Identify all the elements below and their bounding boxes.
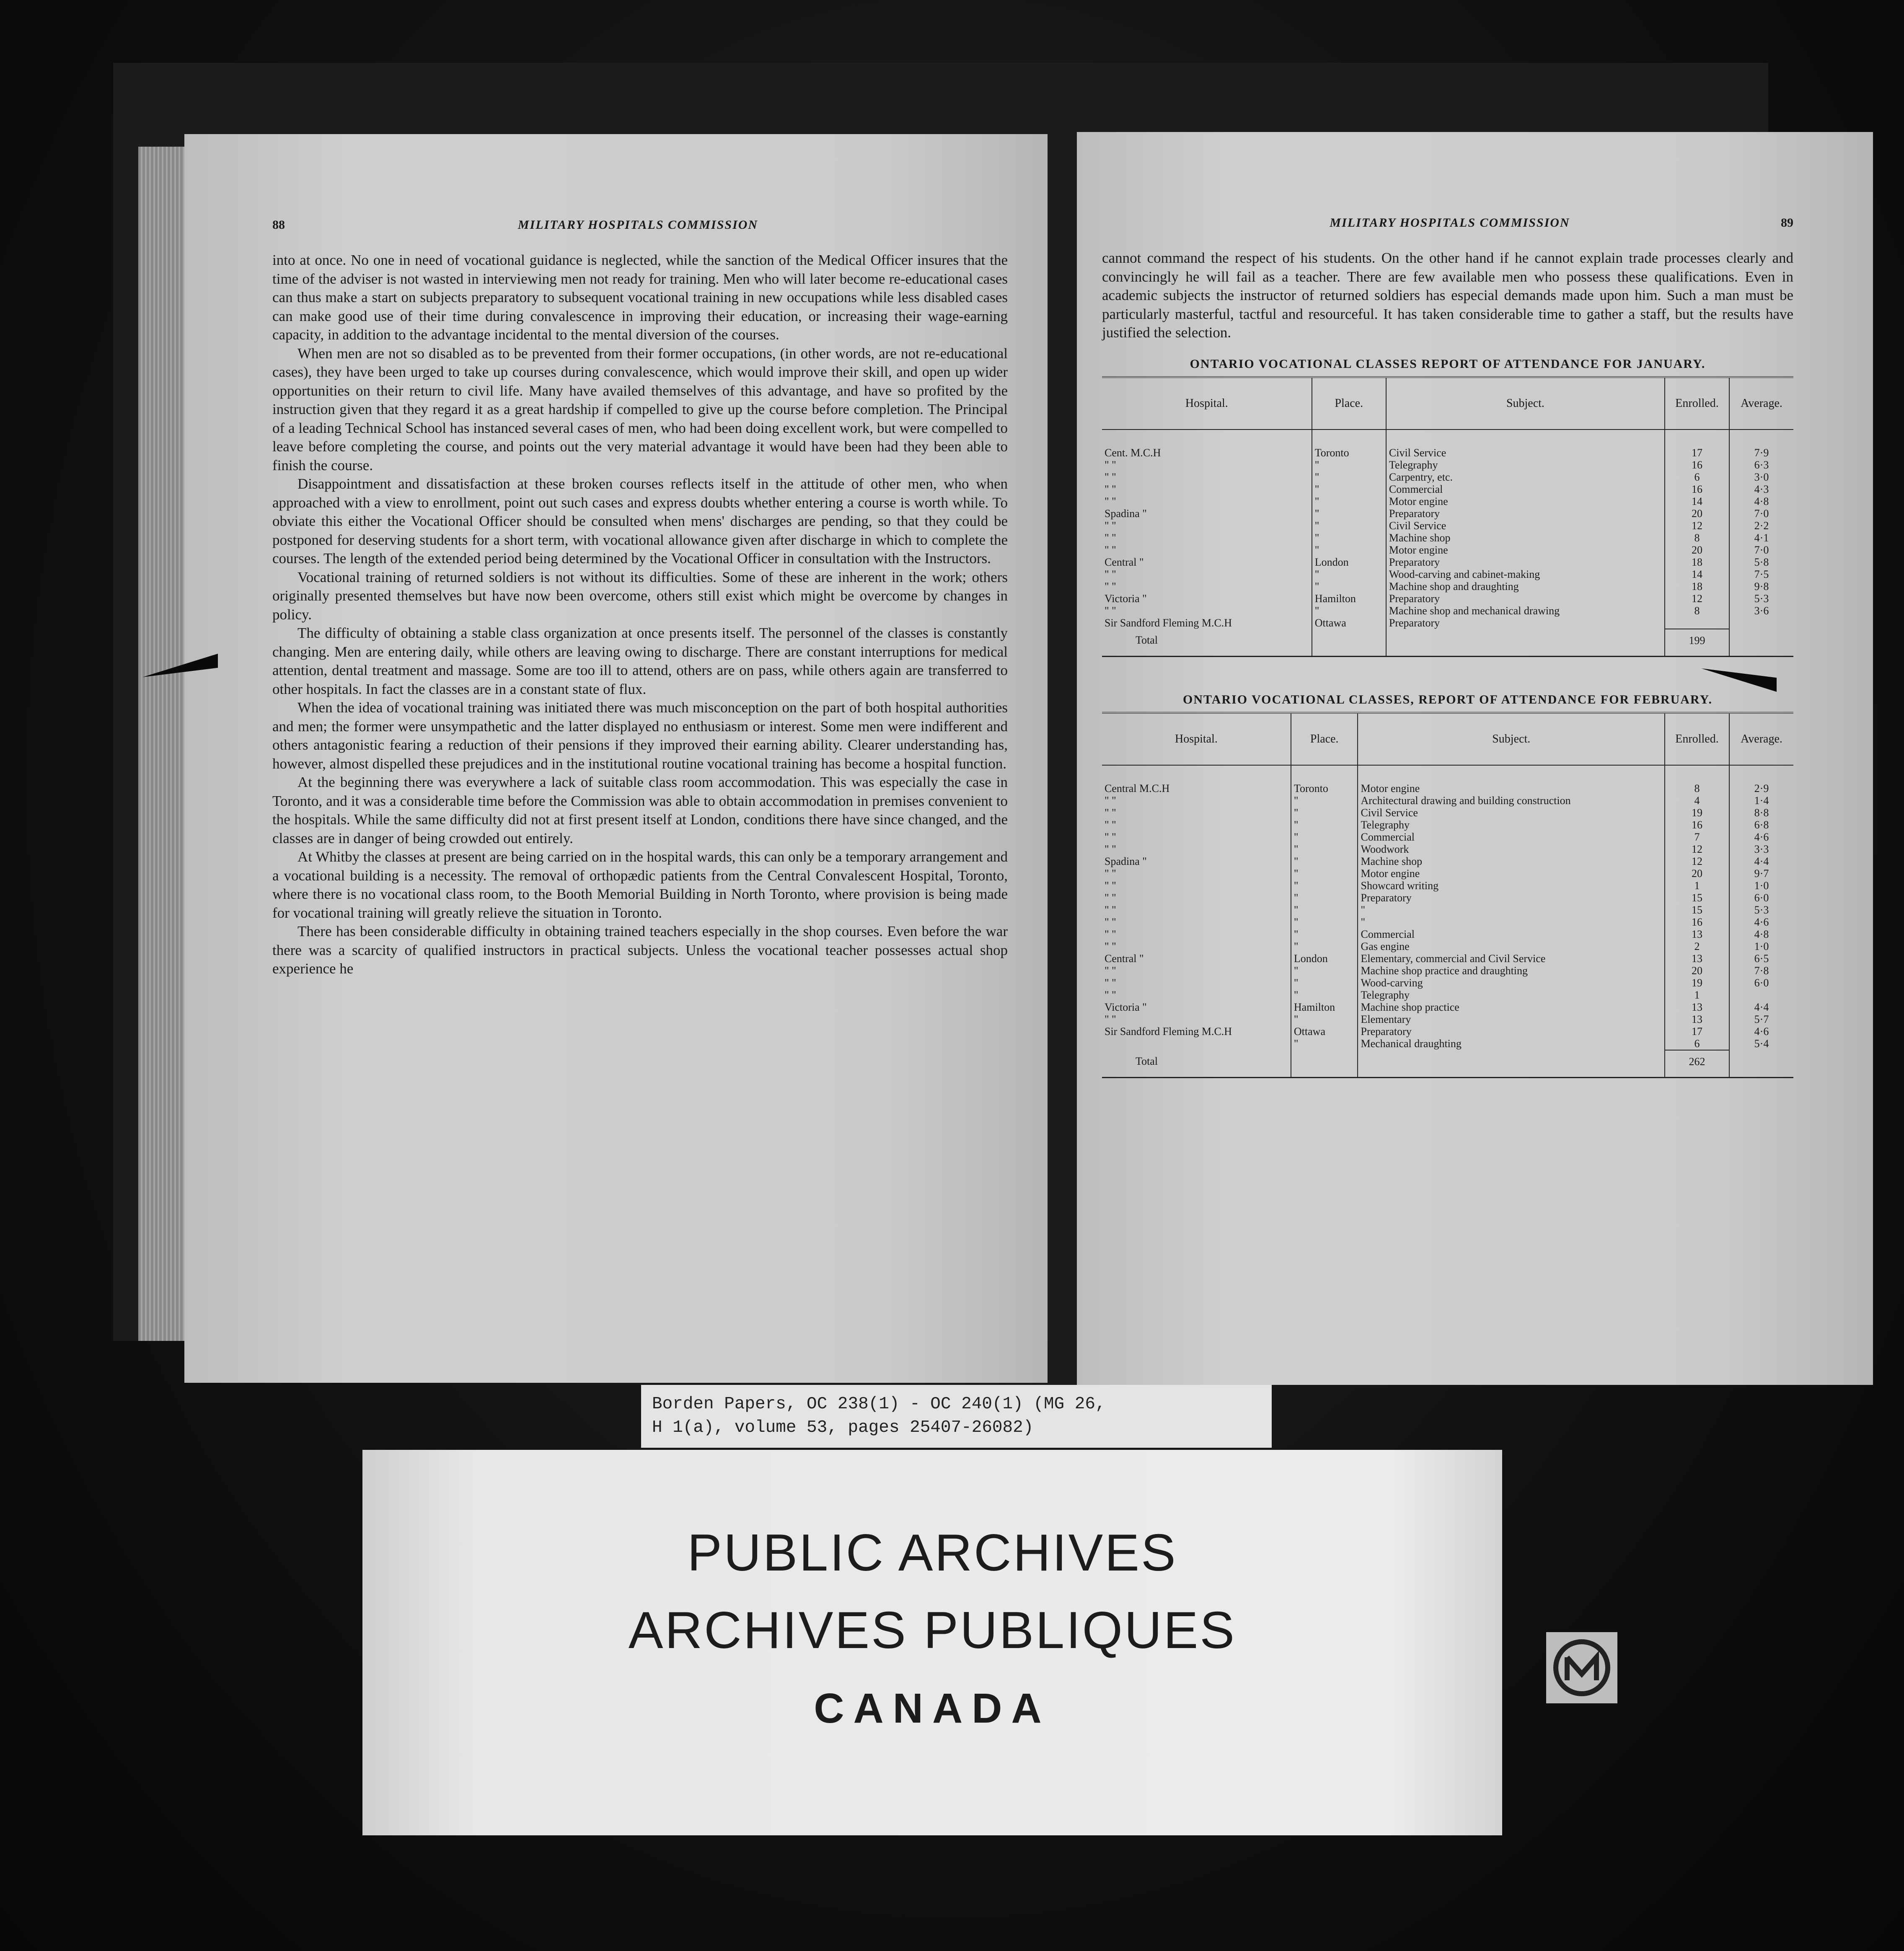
table-row	[1102, 892, 1793, 904]
cell-hospital: " "	[1105, 580, 1116, 593]
total-place	[1291, 1050, 1358, 1078]
table-header-row	[1102, 713, 1793, 765]
paragraph: cannot command the respect of his students. On the other hand if he cannot explain trade processes clearly and convincingly he will fail as a teacher. There are few available men who possess these qualifications. Even in academic subjects the instructor of returned soldiers has especial demands made upon him. Such a man must be particularly masterful, tactful and resourceful. It has taken considerable time to gather a staff, but the results have justified the selection.	[1102, 250, 1793, 341]
cell-average: 6·8	[1729, 819, 1793, 831]
cell-hospital: " "	[1105, 831, 1116, 843]
cell-hospital: " "	[1105, 794, 1116, 807]
cell-enrolled: 2	[1665, 940, 1729, 952]
cell-place: "	[1312, 568, 1386, 580]
cell-enrolled: 8	[1665, 532, 1729, 544]
cell-place: Ottawa	[1291, 1025, 1358, 1038]
table-row	[1102, 977, 1793, 989]
table-total-row	[1102, 629, 1793, 657]
table-row	[1102, 765, 1793, 794]
table-header-row	[1102, 377, 1793, 430]
cell-average: 3·3	[1729, 843, 1793, 855]
cell-average: 4·6	[1729, 831, 1793, 843]
cell-hospital: " "	[1105, 843, 1116, 855]
cell-hospital: " "	[1105, 976, 1116, 989]
cell-place: "	[1291, 880, 1358, 892]
cell-average: 8·8	[1729, 807, 1793, 819]
cell-place: Hamilton	[1291, 1001, 1358, 1013]
table-row	[1102, 855, 1793, 867]
table-row	[1102, 430, 1793, 459]
page-edges-left	[138, 147, 184, 1341]
microfilm-logo-icon	[1546, 1632, 1617, 1703]
cell-place: "	[1291, 892, 1358, 904]
cell-average: 4·4	[1729, 855, 1793, 867]
cell-subject: Preparatory	[1358, 1025, 1665, 1038]
cell-enrolled: 12	[1665, 520, 1729, 532]
cell-place: "	[1291, 989, 1358, 1001]
cell-enrolled: 16	[1665, 916, 1729, 928]
cell-subject: Motor engine	[1386, 544, 1665, 556]
cell-average: 5·4	[1729, 1038, 1793, 1050]
cell-hospital: " "	[1105, 903, 1116, 916]
cell-subject: Motor engine	[1358, 867, 1665, 880]
cell-enrolled: 7	[1665, 831, 1729, 843]
column-header: Place.	[1312, 377, 1386, 430]
cell-average: 7·9	[1729, 430, 1793, 459]
table-row	[1102, 952, 1793, 965]
cell-place: Hamilton	[1312, 593, 1386, 605]
column-header: Subject.	[1386, 377, 1665, 430]
archive-reference-label	[641, 1385, 1272, 1448]
archive-reference-line: H 1(a), volume 53, pages 25407-26082)	[652, 1418, 1034, 1437]
cell-enrolled: 12	[1665, 855, 1729, 867]
table-row	[1102, 471, 1793, 483]
table-row	[1102, 880, 1793, 892]
cell-enrolled: 19	[1665, 977, 1729, 989]
cell-hospital: " "	[1105, 964, 1116, 977]
cell-subject: Machine shop	[1358, 855, 1665, 867]
cell-subject: Machine shop practice and draughting	[1358, 965, 1665, 977]
cell-subject: Preparatory	[1386, 507, 1665, 520]
running-head-title: MILITARY HOSPITALS COMMISSION	[517, 218, 758, 232]
cell-enrolled: 14	[1665, 495, 1729, 507]
paragraph: There has been considerable difficulty in obtaining trained teachers especially in the shop courses. Even before the war there was a scarcity of qualified instructors in practical subjects. Unless the vocational teacher possesses actual shop experience he	[272, 923, 1008, 977]
total-subject	[1386, 629, 1665, 657]
table-caption-february: ONTARIO VOCATIONAL CLASSES, REPORT OF ATTENDANCE FOR FEBRUARY.	[1183, 692, 1713, 706]
table-row	[1102, 965, 1793, 977]
cell-enrolled: 19	[1665, 807, 1729, 819]
cell-place: "	[1312, 495, 1386, 507]
archives-title-english: PUBLIC ARCHIVES	[687, 1524, 1177, 1582]
cell-subject: Preparatory	[1386, 556, 1665, 568]
cell-average: 7·8	[1729, 965, 1793, 977]
cell-subject: Motor engine	[1386, 495, 1665, 507]
cell-enrolled: 13	[1665, 928, 1729, 940]
archives-card	[362, 1450, 1502, 1835]
running-head	[272, 218, 1008, 232]
cell-place: "	[1291, 916, 1358, 928]
table-row	[1102, 580, 1793, 593]
cell-place: "	[1312, 520, 1386, 532]
table-row	[1102, 867, 1793, 880]
cell-subject: Carpentry, etc.	[1386, 471, 1665, 483]
cell-hospital: Spadina "	[1105, 855, 1147, 867]
table-row	[1102, 794, 1793, 807]
cell-subject: "	[1358, 904, 1665, 916]
cell-place: "	[1312, 580, 1386, 593]
cell-place: "	[1291, 843, 1358, 855]
cell-average: 4·8	[1729, 495, 1793, 507]
cell-subject: Telegraphy	[1358, 819, 1665, 831]
table-row	[1102, 916, 1793, 928]
cell-enrolled: 15	[1665, 892, 1729, 904]
page-number: 89	[1781, 216, 1793, 230]
cell-average: 5·7	[1729, 1013, 1793, 1025]
cell-average: 4·6	[1729, 916, 1793, 928]
cell-hospital: Spadina "	[1105, 507, 1147, 520]
cell-enrolled: 20	[1665, 965, 1729, 977]
cell-place: London	[1291, 952, 1358, 965]
cell-hospital: Victoria "	[1105, 1001, 1147, 1013]
cell-place: "	[1291, 1013, 1358, 1025]
cell-place: "	[1291, 940, 1358, 952]
cell-hospital: " "	[1105, 495, 1116, 507]
table-row	[1102, 807, 1793, 819]
cell-enrolled: 16	[1665, 819, 1729, 831]
cell-enrolled: 13	[1665, 1001, 1729, 1013]
cell-hospital	[1102, 1038, 1291, 1050]
right-page	[1077, 132, 1873, 1385]
cell-enrolled: 6	[1665, 1038, 1729, 1050]
cell-place: Toronto	[1312, 430, 1386, 459]
total-subject	[1358, 1050, 1665, 1078]
table-row	[1102, 544, 1793, 556]
cell-hospital: Cent. M.C.H	[1105, 446, 1161, 459]
cell-subject: Gas engine	[1358, 940, 1665, 952]
cell-enrolled: 15	[1665, 904, 1729, 916]
paragraph: When men are not so disabled as to be prevented from their former occupations, (in other words, are not re-educational cases), they have been urged to take up courses during convalescence, which would improve their skill, and open up wider opportunities on their return to civil life. Many have availed themselves of this advantage, and have so profited by the instruction given that they regard it as a great hardship if compelled to give up the course before completion. The Principal of a leading Technical School has instanced several cases of men, who had been doing excellent work, but were compelled to leave before completing the course, and points out the very material advantage it would have been had they been able to finish the course.	[272, 345, 1008, 474]
cell-place: "	[1291, 928, 1358, 940]
cell-average: 3·6	[1729, 605, 1793, 617]
column-header: Subject.	[1358, 713, 1665, 765]
cell-hospital: " "	[1105, 519, 1116, 532]
cell-average: 6·0	[1729, 977, 1793, 989]
cell-subject: Motor engine	[1358, 765, 1665, 794]
page-number: 88	[272, 218, 285, 232]
table-row	[1102, 1001, 1793, 1013]
cell-place: "	[1291, 1038, 1358, 1050]
cell-hospital: " "	[1105, 471, 1116, 483]
cell-place: "	[1291, 867, 1358, 880]
cell-average: 6·5	[1729, 952, 1793, 965]
cell-subject: Architectural drawing and building construction	[1358, 794, 1665, 807]
cell-enrolled: 1	[1665, 880, 1729, 892]
cell-enrolled: 16	[1665, 483, 1729, 495]
cell-place: "	[1291, 819, 1358, 831]
cell-hospital: " "	[1105, 867, 1116, 880]
cell-place: "	[1312, 459, 1386, 471]
body-text	[272, 251, 1008, 978]
total-label: Total	[1136, 634, 1158, 646]
column-header: Hospital.	[1102, 713, 1291, 765]
cell-place: Toronto	[1291, 765, 1358, 794]
archives-country: CANADA	[814, 1685, 1051, 1732]
table-caption-january: ONTARIO VOCATIONAL CLASSES REPORT OF ATTENDANCE FOR JANUARY.	[1190, 357, 1706, 371]
table-row	[1102, 593, 1793, 605]
cell-average: 4·3	[1729, 483, 1793, 495]
total-place	[1312, 629, 1386, 657]
cell-hospital: " "	[1105, 543, 1116, 556]
cell-place: "	[1312, 507, 1386, 520]
cell-place: "	[1291, 977, 1358, 989]
cell-place: "	[1291, 794, 1358, 807]
cell-hospital: " "	[1105, 940, 1116, 952]
attendance-table-january	[1102, 376, 1793, 657]
cell-average: 3·0	[1729, 471, 1793, 483]
cell-subject: Telegraphy	[1386, 459, 1665, 471]
table-row	[1102, 1038, 1793, 1050]
cell-hospital: " "	[1105, 806, 1116, 819]
cell-place: London	[1312, 556, 1386, 568]
cell-average: 9·7	[1729, 867, 1793, 880]
paragraph: Vocational training of returned soldiers is not without its difficulties. Some of these are inherent in the work; others originally presented themselves but have now been overcome, others still exist which might be overcome by changes in policy.	[272, 569, 1008, 623]
table-row	[1102, 495, 1793, 507]
cell-hospital: Victoria "	[1105, 592, 1147, 605]
table-row	[1102, 989, 1793, 1001]
cell-enrolled: 12	[1665, 593, 1729, 605]
table-row	[1102, 532, 1793, 544]
cell-hospital: " "	[1105, 458, 1116, 471]
cell-subject: Mechanical draughting	[1358, 1038, 1665, 1050]
running-head-title: MILITARY HOSPITALS COMMISSION	[1330, 216, 1570, 230]
cell-subject: Telegraphy	[1358, 989, 1665, 1001]
cell-subject: "	[1358, 916, 1665, 928]
table-row	[1102, 617, 1793, 629]
cell-enrolled: 13	[1665, 1013, 1729, 1025]
cell-subject: Civil Service	[1386, 520, 1665, 532]
cell-enrolled	[1665, 617, 1729, 629]
paragraph: At Whitby the classes at present are being carried on in the hospital wards, this can only be a temporary arrangement and a vocational building is a necessity. The removal of orthopædic patients from the Central Convalescent Hospital, Toronto, where there is no vocational class room, to the Booth Memorial Building in North Toronto, where provision is being made for vocational training will greatly relieve the situation in Toronto.	[272, 849, 1008, 921]
cell-enrolled: 8	[1665, 765, 1729, 794]
table-row	[1102, 831, 1793, 843]
cell-subject: Elementary	[1358, 1013, 1665, 1025]
cell-subject: Commercial	[1358, 928, 1665, 940]
total-enrolled: 199	[1665, 629, 1729, 657]
cell-average: 6·3	[1729, 459, 1793, 471]
cell-hospital: " "	[1105, 531, 1116, 544]
cell-hospital: " "	[1105, 1013, 1116, 1025]
table-row	[1102, 520, 1793, 532]
cell-average: 5·8	[1729, 556, 1793, 568]
cell-subject: Commercial	[1358, 831, 1665, 843]
cell-hospital: " "	[1105, 483, 1116, 495]
table-row	[1102, 459, 1793, 471]
cell-place: "	[1291, 904, 1358, 916]
table-row	[1102, 568, 1793, 580]
cell-average: 1·0	[1729, 880, 1793, 892]
cell-enrolled: 20	[1665, 507, 1729, 520]
cell-enrolled: 8	[1665, 605, 1729, 617]
column-header: Hospital.	[1102, 377, 1312, 430]
table-row	[1102, 483, 1793, 495]
cell-average: 2·9	[1729, 765, 1793, 794]
running-head	[1102, 216, 1793, 230]
cell-average: 4·1	[1729, 532, 1793, 544]
cell-subject: Elementary, commercial and Civil Service	[1358, 952, 1665, 965]
cell-average: 4·6	[1729, 1025, 1793, 1038]
cell-place: "	[1312, 605, 1386, 617]
cell-average: 5·3	[1729, 904, 1793, 916]
cell-hospital: " "	[1105, 879, 1116, 892]
table-row	[1102, 1013, 1793, 1025]
cell-subject: Civil Service	[1358, 807, 1665, 819]
total-enrolled: 262	[1665, 1050, 1729, 1078]
column-header: Enrolled.	[1665, 377, 1729, 430]
archive-reference-line: Borden Papers, OC 238(1) - OC 240(1) (MG 26,	[652, 1395, 1106, 1414]
cell-place: "	[1291, 855, 1358, 867]
cell-average	[1729, 617, 1793, 629]
cell-average	[1729, 989, 1793, 1001]
cell-average: 4·8	[1729, 928, 1793, 940]
cell-enrolled: 1	[1665, 989, 1729, 1001]
table-row	[1102, 904, 1793, 916]
table-row	[1102, 928, 1793, 940]
cell-average: 1·4	[1729, 794, 1793, 807]
paragraph: into at once. No one in need of vocational guidance is neglected, while the sanction of the Medical Officer insures that the time of the adviser is not wasted in interviewing men not ready for training. Men who will later become re-educational cases can thus make a start on subjects preparatory to subsequent vocational training in new occupations while less disabled cases can make good use of their time during convalescence in improving their education, or increasing their wage-earning capacity, in addition to the advantage incidental to the mental diversion of the courses.	[272, 252, 1008, 343]
cell-place: "	[1312, 483, 1386, 495]
table-row	[1102, 940, 1793, 952]
cell-enrolled: 14	[1665, 568, 1729, 580]
cell-hospital: " "	[1105, 818, 1116, 831]
cell-average: 1·0	[1729, 940, 1793, 952]
cell-enrolled: 12	[1665, 843, 1729, 855]
cell-enrolled: 16	[1665, 459, 1729, 471]
total-average	[1729, 1050, 1793, 1078]
paragraph: The difficulty of obtaining a stable class organization at once presents itself. The personnel of the classes is constantly changing. Men are entering daily, while others are leaving owing to discharge. There are constant interruptions for medical attention, dental treatment and massage. Some are too ill to attend, others are on pass, while others again are transferred to other hospitals. In fact the classes are in a constant state of flux.	[272, 625, 1008, 697]
cell-hospital: Central "	[1105, 952, 1144, 965]
open-book	[113, 63, 1793, 1341]
column-header: Enrolled.	[1665, 713, 1729, 765]
cell-subject: Preparatory	[1386, 593, 1665, 605]
cell-subject: Machine shop practice	[1358, 1001, 1665, 1013]
cell-enrolled: 6	[1665, 471, 1729, 483]
left-page	[184, 134, 1048, 1383]
table-row	[1102, 1025, 1793, 1038]
cell-subject: Civil Service	[1386, 430, 1665, 459]
paragraph: Disappointment and dissatisfaction at these broken courses reflects itself in the attitude of other men, who when approached with a view to enrollment, point out such cases and express doubts whether entering a course is worth while. To obviate this either the Vocational Officer should be consulted when mens' discharges are pending, so that they could be postponed for deserving students for a short term, with vocational allowance given after discharge in which to complete the courses. The length of the extended period being determined by the Vocational Officer in consultation with the Instructors.	[272, 476, 1008, 567]
archives-title-french: ARCHIVES PUBLIQUES	[628, 1602, 1237, 1659]
cell-hospital: Sir Sandford Fleming M.C.H	[1105, 1025, 1232, 1038]
table-total-row	[1102, 1050, 1793, 1078]
cell-enrolled: 17	[1665, 430, 1729, 459]
cell-hospital: Central "	[1105, 556, 1144, 568]
cell-average: 2·2	[1729, 520, 1793, 532]
cell-subject: Wood-carving	[1358, 977, 1665, 989]
cell-enrolled: 18	[1665, 556, 1729, 568]
attendance-table-february	[1102, 712, 1793, 1078]
cell-place: "	[1312, 471, 1386, 483]
table-row	[1102, 843, 1793, 855]
cell-subject: Wood-carving and cabinet-making	[1386, 568, 1665, 580]
cell-hospital: Central M.C.H	[1105, 782, 1170, 794]
column-header: Average.	[1729, 713, 1793, 765]
cell-hospital: " "	[1105, 604, 1116, 617]
cell-enrolled: 20	[1665, 867, 1729, 880]
table-row	[1102, 819, 1793, 831]
cell-hospital: " "	[1105, 568, 1116, 580]
cell-subject: Woodwork	[1358, 843, 1665, 855]
cell-enrolled: 4	[1665, 794, 1729, 807]
cell-hospital: " "	[1105, 928, 1116, 940]
cell-place: "	[1291, 807, 1358, 819]
cell-average: 7·0	[1729, 544, 1793, 556]
cell-subject: Showcard writing	[1358, 880, 1665, 892]
cell-enrolled: 17	[1665, 1025, 1729, 1038]
table-row	[1102, 507, 1793, 520]
cell-enrolled: 18	[1665, 580, 1729, 593]
paragraph: When the idea of vocational training was initiated there was much misconception on the part of both hospital authorities and men; the former were unsympathetic and the latter displayed no enthusiasm or interest. Some men were indifferent and others antagonistic fearing a reduction of their pensions if they improved their earning ability. Clearer understanding has, however, almost dispelled these prejudices and in the institutional routine vocational training has become a hospital function.	[272, 699, 1008, 772]
cell-average: 9·8	[1729, 580, 1793, 593]
column-header: Place.	[1291, 713, 1358, 765]
cell-hospital: " "	[1105, 891, 1116, 904]
total-label: Total	[1136, 1055, 1158, 1067]
cell-place: Ottawa	[1312, 617, 1386, 629]
total-average	[1729, 629, 1793, 657]
cell-average: 5·3	[1729, 593, 1793, 605]
cell-hospital: " "	[1105, 988, 1116, 1001]
cell-hospital: Sir Sandford Fleming M.C.H	[1105, 616, 1232, 629]
cell-subject: Machine shop and draughting	[1386, 580, 1665, 593]
table-row	[1102, 605, 1793, 617]
cell-subject: Machine shop and mechanical drawing	[1386, 605, 1665, 617]
cell-enrolled: 20	[1665, 544, 1729, 556]
paragraph: At the beginning there was everywhere a lack of suitable class room accommodation. This was especially the case in Toronto, and it was a considerable time before the Commission was able to obtain accommodation in premises convenient to the hospitals. While the same difficulty did not at first present itself at London, conditions there have since changed, and the classes are in danger of being crowded out entirely.	[272, 774, 1008, 846]
cell-average: 7·0	[1729, 507, 1793, 520]
cell-subject: Preparatory	[1358, 892, 1665, 904]
table-row	[1102, 556, 1793, 568]
cell-place: "	[1312, 544, 1386, 556]
column-header: Average.	[1729, 377, 1793, 430]
cell-subject: Preparatory	[1386, 617, 1665, 629]
cell-hospital: " "	[1105, 916, 1116, 928]
cell-average: 6·0	[1729, 892, 1793, 904]
cell-subject: Commercial	[1386, 483, 1665, 495]
cell-place: "	[1291, 831, 1358, 843]
cell-average: 4·4	[1729, 1001, 1793, 1013]
cell-place: "	[1291, 965, 1358, 977]
cell-average: 7·5	[1729, 568, 1793, 580]
cell-subject: Machine shop	[1386, 532, 1665, 544]
cell-place: "	[1312, 532, 1386, 544]
cell-enrolled: 13	[1665, 952, 1729, 965]
